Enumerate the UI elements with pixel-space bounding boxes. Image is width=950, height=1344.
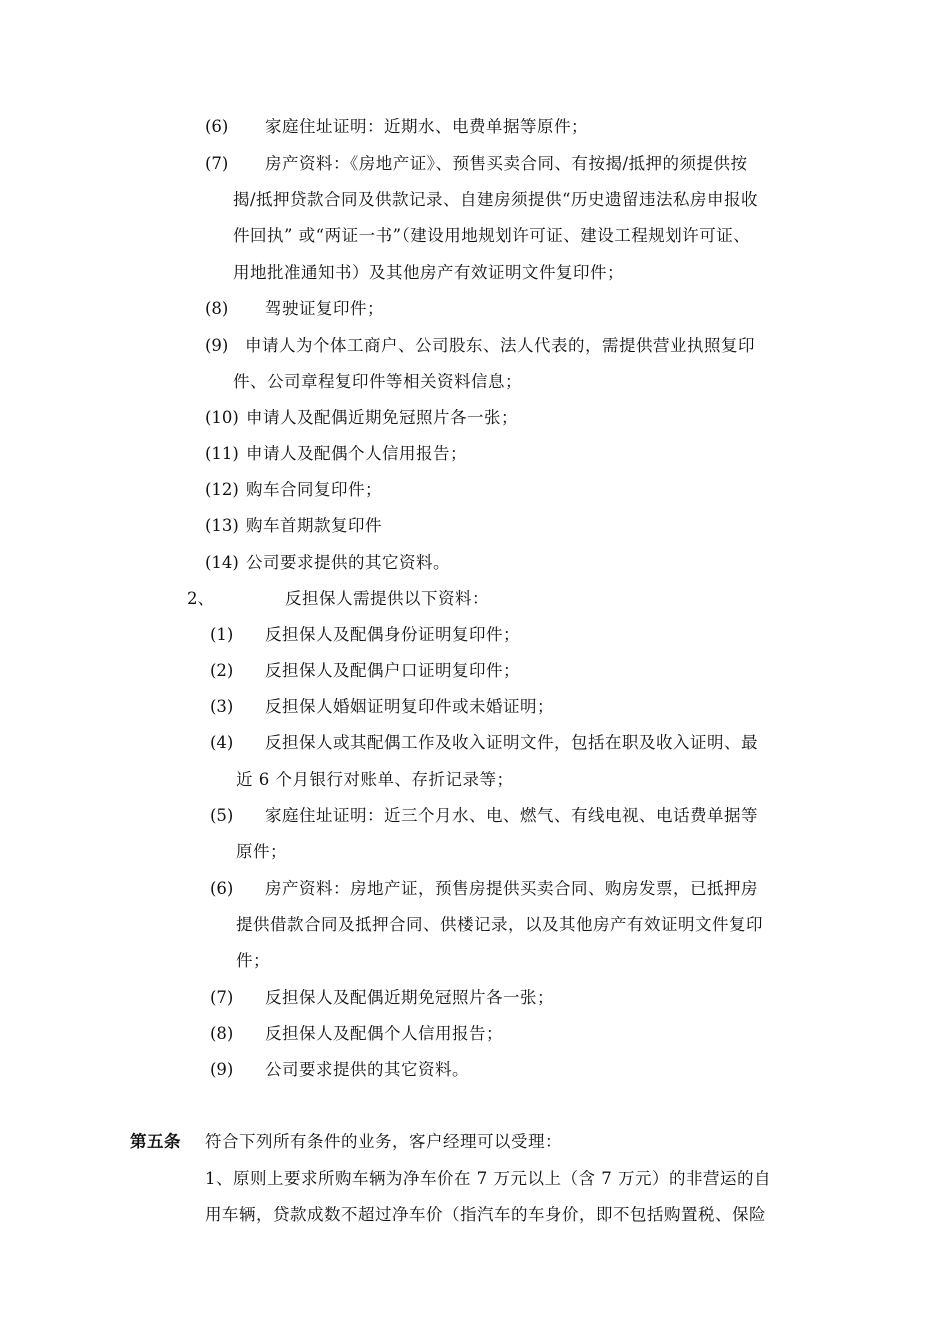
list-text-line: 家庭住址证明：近期水、电费单据等原件； [265,117,588,136]
list-text-line: 驾驶证复印件； [265,299,384,318]
list-number: (6) [205,117,229,136]
list-number: (3) [210,697,234,716]
list-text-line: 反担保人婚姻证明复印件或未婚证明； [265,697,554,716]
list-text-line: 件； [236,951,270,970]
list-number: (1) [210,625,234,644]
list-number: (7) [210,988,234,1007]
list-number: (2) [210,661,234,680]
list-text-line: 反担保人及配偶近期免冠照片各一张； [265,988,554,1007]
list-number: (9) [210,1060,234,1079]
list-number: (9) [205,336,229,355]
list-number: (7) [205,154,229,173]
list-number: (14) [205,553,239,572]
list-number: (4) [210,733,234,752]
list-text-line: 提供借款合同及抵押合同、供楼记录，以及其他房产有效证明文件复印 [236,915,763,934]
list-text-line: 申请人及配偶个人信用报告； [246,444,467,463]
list-text-line: 房产资料：《房地产证》、预售买卖合同、有按揭/抵押的须提供按 [265,154,748,173]
list-text-line: 购车首期款复印件 [246,516,382,535]
list-text-line: 近 6 个月银行对账单、存折记录等； [236,770,514,789]
paragraph-line: 用车辆，贷款成数不超过净车价（指汽车的车身价，即不包括购置税、保险 [205,1205,766,1224]
list-number: (11) [205,444,239,463]
list-text-line: 公司要求提供的其它资料。 [246,553,450,572]
paragraph-line: 1、原则上要求所购车辆为净车价在 7 万元以上（含 7 万元）的非营运的自 [205,1169,771,1188]
list-number: (8) [210,1024,234,1043]
list-number: (5) [210,806,234,825]
list-number: (8) [205,299,229,318]
list-text-line: 原件； [236,842,287,861]
list-text-line: 反担保人及配偶身份证明复印件； [265,625,520,644]
list-number: (6) [210,879,234,898]
list-text-line: 揭/抵押贷款合同及供款记录、自建房须提供“历史遗留违法私房申报收 [233,190,758,209]
list-number: (12) [205,480,239,499]
article-intro: 符合下列所有条件的业务，客户经理可以受理： [205,1132,562,1151]
article-label: 第五条 [130,1132,181,1151]
list-text-line: 件回执” 或“两证一书”（建设用地规划许可证、建设工程规划许可证、 [233,226,751,245]
list-number: (13) [205,516,239,535]
list-text-line: 反担保人及配偶个人信用报告； [265,1024,503,1043]
section-title: 反担保人需提供以下资料： [285,589,489,608]
list-text-line: 购车合同复印件； [246,480,382,499]
list-text-line: 申请人为个体工商户、公司股东、法人代表的，需提供营业执照复印 [245,336,755,355]
section-number: 2、 [187,589,214,608]
list-text-line: 用地批准通知书）及其他房产有效证明文件复印件； [233,263,624,282]
list-number: (10) [205,408,239,427]
list-text-line: 房产资料：房地产证，预售房提供买卖合同、购房发票，已抵押房 [265,879,758,898]
list-text-line: 反担保人或其配偶工作及收入证明文件，包括在职及收入证明、最 [265,733,758,752]
list-text-line: 公司要求提供的其它资料。 [265,1060,469,1079]
list-text-line: 件、公司章程复印件等相关资料信息； [233,372,522,391]
list-text-line: 家庭住址证明：近三个月水、电、燃气、有线电视、电话费单据等 [265,806,758,825]
list-text-line: 申请人及配偶近期免冠照片各一张； [246,408,518,427]
list-text-line: 反担保人及配偶户口证明复印件； [265,661,520,680]
